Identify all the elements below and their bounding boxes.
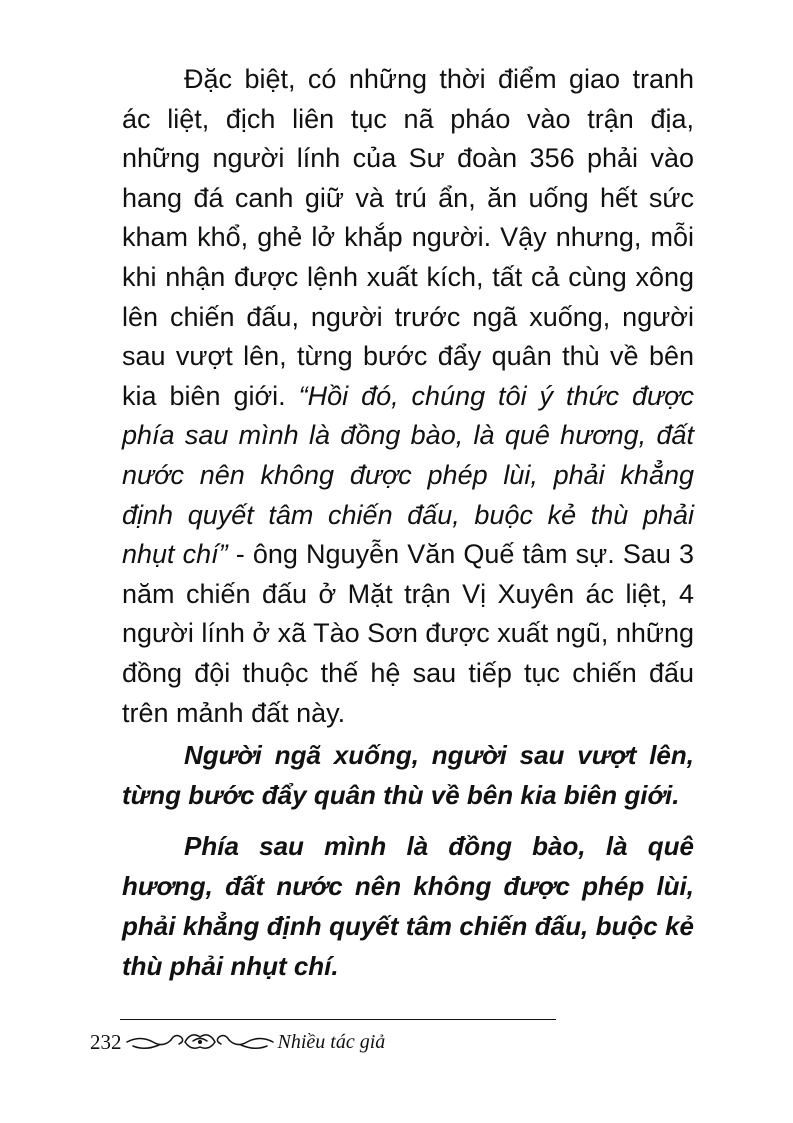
body-text-main: Đặc biệt, có những thời điểm giao tranh ác liệt, địch liên tục nã pháo vào trận địa, những người lính của Sư đoàn 356 phải vào hang đá canh giữ và trú ẩn, ăn uống hết sức kham khổ, ghẻ lở khắp người. Vậy nhưng, mỗi khi nhận được lệnh xuất kích, tất cả cùng xông lên chiến đấu, người trước ngã xuống, người sau vượt lên, từng bước đẩy quân thù về bên kia biên giới. xyxy=(122,64,694,411)
page-number: 232 xyxy=(90,1029,122,1054)
decorative-flourish-icon xyxy=(125,1027,275,1057)
body-text-tail: - ông Nguyễn Văn Quế tâm sự. Sau 3 năm chiến đấu ở Mặt trận Vị Xuyên ác liệt, 4 người lính ở xã Tào Sơn được xuất ngũ, những đồng đội thuộc thế hệ sau tiếp tục chiến đấu trên mảnh đất này. xyxy=(122,539,694,728)
highlight-quote-1: Người ngã xuống, người sau vượt lên, từng bước đẩy quân thù về bên kia biên giới. xyxy=(122,740,694,810)
body-quote: “Hồi đó, chúng tôi ý thức được phía sau mình là đồng bào, là quê hương, đất nước nên không được phép lùi, phải khẳng định quyết tâm chiến đấu, buộc kẻ thù phải nhụt chí” xyxy=(122,380,694,570)
highlight-block xyxy=(122,735,694,997)
highlight-quote-2: Phía sau mình là đồng bào, là quê hương, đất nước nên không được phép lùi, phải khẳng định quyết tâm chiến đấu, buộc kẻ thù phải nhụt chí. xyxy=(122,831,694,981)
body-paragraph xyxy=(122,60,694,733)
page-footer xyxy=(90,1025,385,1059)
footer-divider xyxy=(120,1019,556,1020)
running-title: Nhiều tác giả xyxy=(277,1030,386,1053)
